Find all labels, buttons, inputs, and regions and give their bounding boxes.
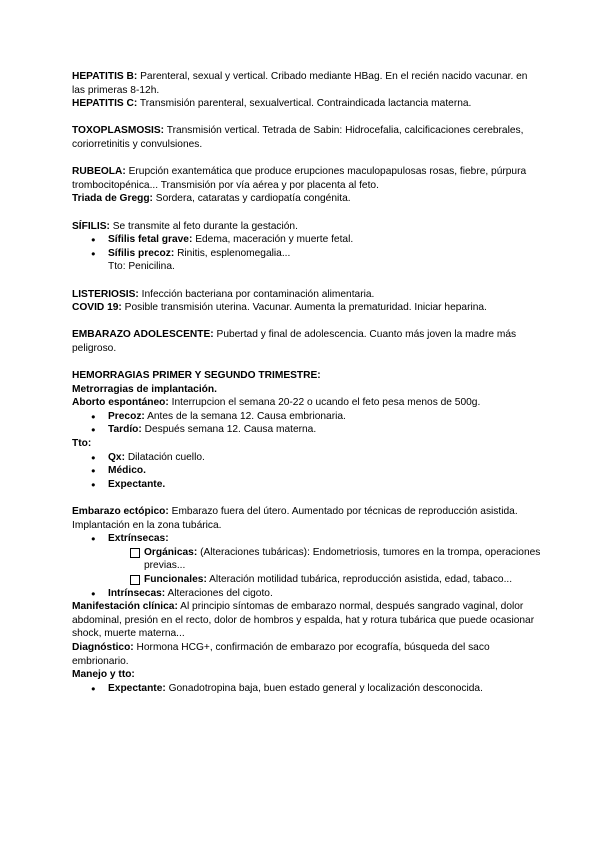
list-item-extrinsecas (72, 532, 542, 546)
sifilis-text: Se transmite al feto durante la gestación. (109, 220, 298, 232)
organicas-label: Orgánicas: (144, 546, 198, 558)
list-item-sifilis-grave (72, 233, 542, 247)
intrinsecas-text: Alteraciones del cigoto. (165, 587, 273, 599)
toxoplasmosis-label: TOXOPLASMOSIS: (72, 125, 165, 137)
list-item-expectante-manejo (72, 682, 542, 696)
manejo-heading (72, 668, 542, 682)
hemorragias-heading (72, 369, 542, 383)
toxoplasmosis-text: Transmisión vertical. Tetrada de Sabin: Hidrocefalia, calcificaciones cerebrales, coriorretinitis y convulsiones. (72, 125, 524, 150)
list-item-sifilis-precoz (72, 247, 542, 261)
precoz-label: Precoz: (108, 410, 145, 422)
checkbox-icon (130, 548, 140, 558)
document-body (72, 70, 542, 695)
manejo-heading-text: Manejo y tto: (72, 669, 135, 681)
metrorragias-heading (72, 383, 542, 397)
ectopico-paragraph (72, 505, 542, 532)
sifilis-label: SÍFILIS: (72, 220, 110, 232)
covid-label: COVID 19: (72, 302, 122, 314)
ectopico-text: Embarazo fuera del útero. Aumentado por técnicas de reproducción asistida. Implantación en la zona tubárica. (72, 506, 518, 531)
sifilis-paragraph (72, 220, 542, 234)
tto-heading (72, 437, 542, 451)
tardio-text: Después semana 12. Causa materna. (141, 424, 317, 436)
list-item-precoz (72, 410, 542, 424)
embarazo-adolescente-paragraph (72, 328, 542, 355)
checkbox-item-organicas (72, 546, 542, 573)
embarazo-adolescente-text: Pubertad y final de adolescencia. Cuanto más joven la madre más peligroso. (72, 329, 517, 354)
listeriosis-label: LISTERIOSIS: (72, 288, 139, 300)
sifilis-tto: Tto: Penicilina. (108, 261, 175, 273)
manifestacion-paragraph (72, 600, 542, 641)
diagnostico-paragraph (72, 641, 542, 668)
rubeola-label: RUBEOLA: (72, 166, 126, 178)
list-item-intrinsecas (72, 587, 542, 601)
sifilis-precoz-text: Rinitis, esplenomegalia... (174, 247, 291, 259)
expectante-manejo-label: Expectante: (108, 682, 166, 694)
embarazo-adolescente-label: EMBARAZO ADOLESCENTE: (72, 329, 214, 341)
covid-text: Posible transmisión uterina. Vacunar. Aumenta la prematuridad. Iniciar heparina. (121, 302, 487, 314)
tto-heading-text: Tto: (72, 438, 92, 450)
rubeola-paragraph (72, 165, 542, 192)
diagnostico-text: Hormona HCG+, confirmación de embarazo por ecografía, búsqueda del saco embrionario. (72, 641, 490, 667)
qx-label: Qx: (108, 451, 125, 463)
hepatitis-c-label: HEPATITIS C: (72, 98, 138, 110)
list-item-expectante (72, 478, 542, 492)
covid-paragraph (72, 301, 542, 315)
aborto-paragraph (72, 396, 542, 410)
extrinsecas-label: Extrínsecas: (108, 533, 169, 545)
sifilis-precoz-label: Sífilis precoz: (108, 247, 175, 259)
organicas-text: (Alteraciones tubáricas): Endometriosis, tumores en la trompa, operaciones previas... (144, 546, 541, 572)
diagnostico-label: Diagnóstico: (72, 641, 134, 653)
hepatitis-b-paragraph (72, 70, 542, 97)
sifilis-grave-text: Edema, maceración y muerte fetal. (192, 234, 354, 246)
qx-text: Dilatación cuello. (124, 451, 205, 463)
listeriosis-paragraph (72, 288, 542, 302)
funcionales-label: Funcionales: (144, 573, 207, 585)
list-item-qx (72, 451, 542, 465)
hepatitis-b-text: Parenteral, sexual y vertical. Cribado mediante HBag. En el recién nacido vacunar. en las primeras 8-12h. (72, 71, 528, 96)
aborto-label: Aborto espontáneo: (72, 397, 169, 409)
aborto-text: Interrupcion el semana 20-22 o ucando el feto pesa menos de 500g. (168, 397, 481, 409)
triada-gregg-label: Triada de Gregg: (72, 193, 153, 205)
manifestacion-text: Al principio síntomas de embarazo normal, después sangrado vaginal, dolor abdominal, presión en el recto, dolor de hombros y espalda, hat y rotura tubárica que puede ocasionar shock, muerte materna... (72, 601, 535, 640)
medico-label: Médico. (108, 465, 146, 477)
listeriosis-text: Infección bacteriana por contaminación alimentaria. (138, 288, 375, 300)
triada-gregg-paragraph (72, 192, 542, 206)
triada-gregg-text: Sordera, cataratas y cardiopatía congénita. (152, 193, 351, 205)
precoz-text: Antes de la semana 12. Causa embrionaria. (144, 410, 346, 422)
manifestacion-label: Manifestación clínica: (72, 601, 178, 613)
rubeola-text: Erupción exantemática que produce erupciones maculopapulosas rosas, fiebre, púrpura trombocitopénica... Transmisión por vía aérea y por placenta al feto. (72, 166, 527, 191)
sifilis-grave-label: Sífilis fetal grave: (108, 234, 193, 246)
list-item-tardio (72, 423, 542, 437)
expectante-manejo-text: Gonadotropina baja, buen estado general y localización desconocida. (165, 682, 483, 694)
hemorragias-heading-text: HEMORRAGIAS PRIMER Y SEGUNDO TRIMESTRE: (72, 370, 321, 382)
hepatitis-c-text: Transmisión parenteral, sexualvertical. Contraindicada lactancia materna. (137, 98, 472, 110)
hepatitis-c-paragraph (72, 97, 542, 111)
intrinsecas-label: Intrínsecas: (108, 587, 166, 599)
funcionales-text: Alteración motilidad tubárica, reproducción asistida, edad, tabaco... (206, 573, 513, 585)
checkbox-item-funcionales (72, 573, 542, 587)
list-item-medico (72, 464, 542, 478)
ectopico-label: Embarazo ectópico: (72, 506, 169, 517)
tardio-label: Tardío: (108, 424, 142, 436)
hepatitis-b-label: HEPATITIS B: (72, 71, 138, 82)
toxoplasmosis-paragraph (72, 124, 542, 151)
metrorragias-heading-text: Metrorragias de implantación. (72, 383, 217, 395)
checkbox-icon (130, 575, 140, 585)
expectante-label: Expectante. (108, 478, 166, 490)
